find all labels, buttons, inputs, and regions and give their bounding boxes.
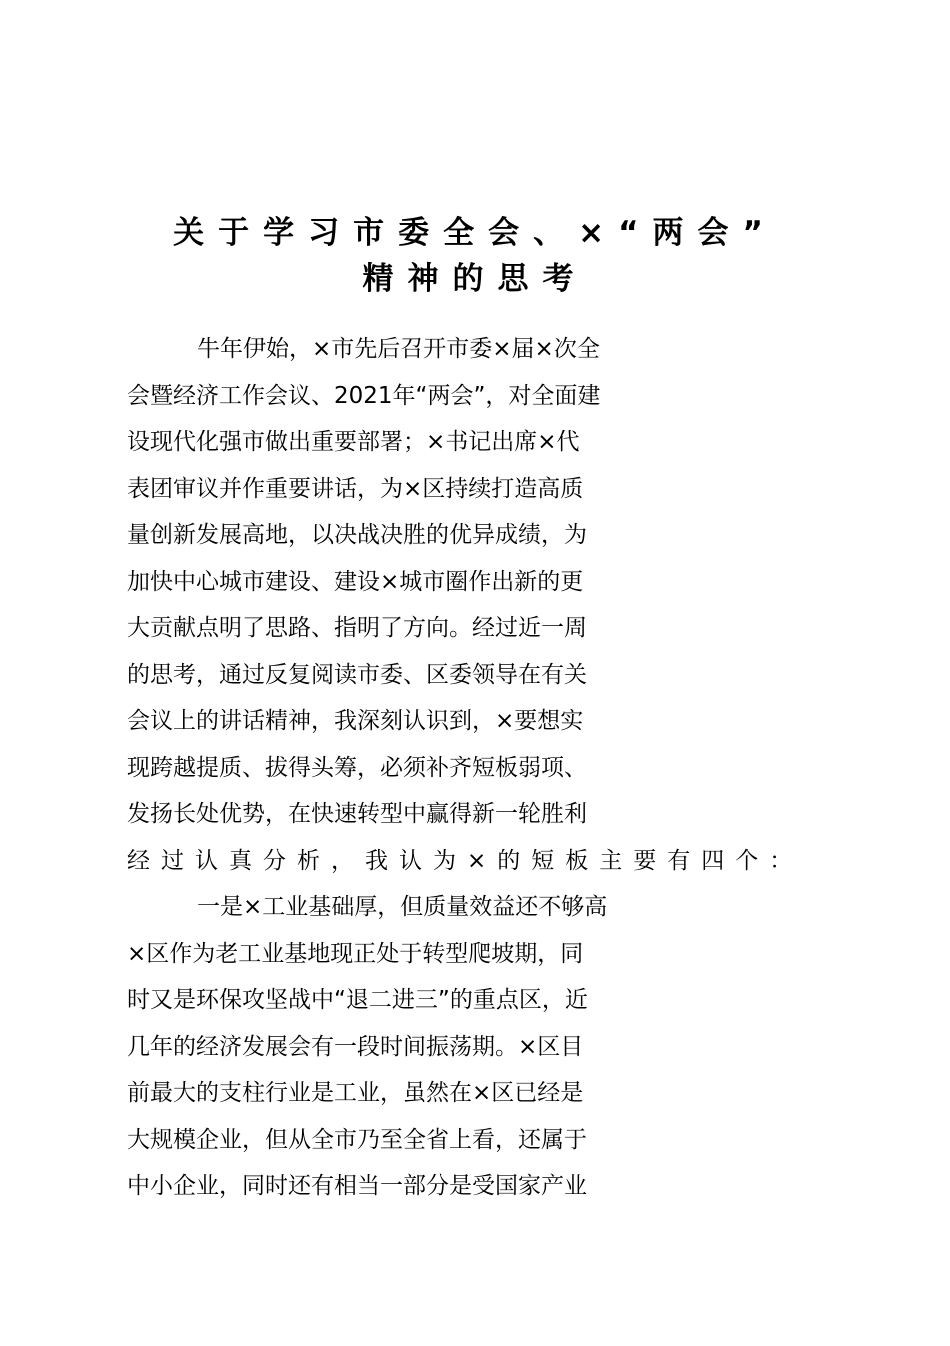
paragraph-line: 经过认真分析，我认为×的短板主要有四个： [127,847,804,874]
paragraph-line: ×区作为老工业基地现正处于转型爬坡期，同 [127,940,584,967]
paragraph-line: 前最大的支柱行业是工业，虽然在×区已经是 [127,1080,584,1106]
paragraph-line: 时又是环保攻坚战中“退二进三”的重点区，近 [127,987,588,1013]
paragraph-line: 量创新发展高地，以决战决胜的优异成绩，为 [127,522,587,548]
paragraph-line: 发扬长处优势，在快速转型中赢得新一轮胜利 [127,801,587,827]
paragraph-line: 表团审议并作重要讲话，为×区持续打造高质 [127,475,584,502]
document-body [127,326,823,1210]
paragraph-line: 会暨经济工作会议、2021年“两会”，对全面建 [127,382,601,409]
paragraph-line: 大规模企业，但从全市乃至全省上看，还属于 [127,1126,587,1153]
paragraph-line: 中小企业，同时还有相当一部分是受国家产业 [127,1173,587,1199]
document-title-line-1: 关于学习市委全会、×“两会” [173,215,777,251]
paragraph-line: 几年的经济发展会有一段时间振荡期。×区目 [127,1033,584,1060]
paragraph-line: 一是×工业基础厚，但质量效益还不够高 [197,894,608,920]
paragraph-line: 设现代化强市做出重要部署；×书记出席×代 [127,429,580,455]
paragraph-line: 现跨越提质、拔得头筹，必须补齐短板弱项、 [127,754,587,781]
paragraph-line: 会议上的讲话精神，我深刻认识到，×要想实 [127,708,584,734]
paragraph-line: 的思考，通过反复阅读市委、区委领导在有关 [127,661,587,688]
paragraph-line: 大贡献点明了思路、指明了方向。经过近一周 [127,615,587,641]
paragraph-line: 牛年伊始，×市先后召开市委×届×次全 [197,336,600,362]
paragraph-line: 加快中心城市建设、建设×城市圈作出新的更 [127,568,584,595]
document-title-line-2: 精神的思考 [362,261,588,297]
